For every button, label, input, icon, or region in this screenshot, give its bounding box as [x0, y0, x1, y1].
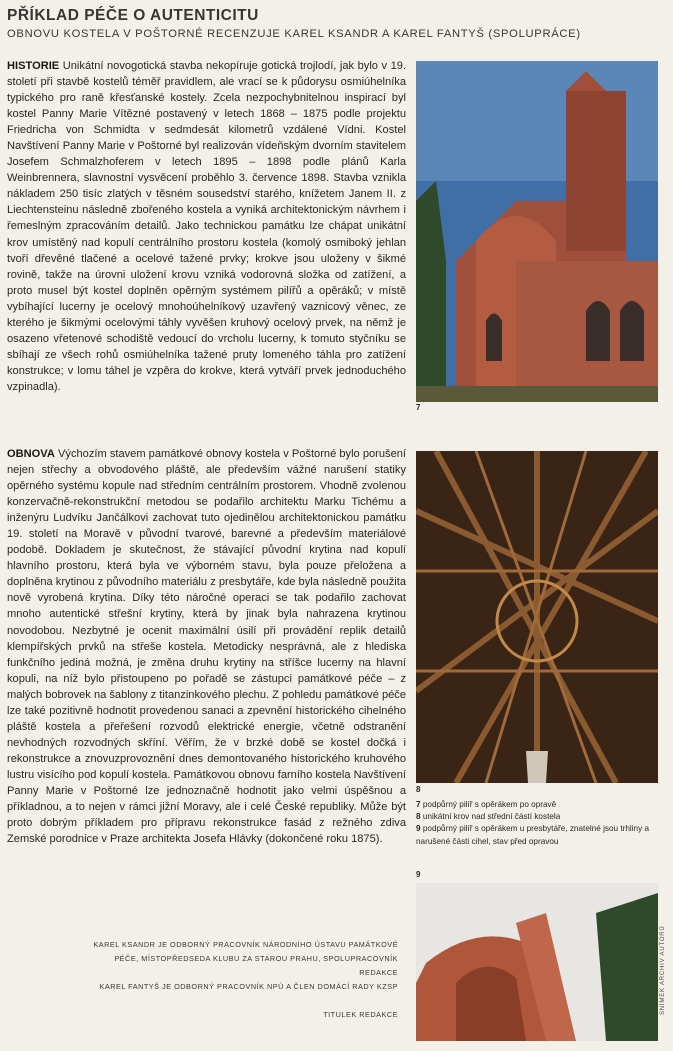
section-body: Unikátní novogotická stavba nekopíruje gotická trojlodí, jak bylo v 19. století při stavbě kostelů téměř pravidlem, ale vrací se k půdorysu osmiúhelníka typického pro raně křesťanské kostely. Zcela nezpochybnitelnou inspirací byl kostel Panny Marie Vítězné postavený v letech 1868 – 1875 podle projektu Friedricha von Schmidta v sedmdesát kilometrů vzdálené Vídni. Kostel Navštívení Panny Marie v Poštorné byl realizován vídeňským dvorním stavitelem Josefem Schmalzhoferem v letech 1895 – 1898 podle plánů Karla Weinbrennera, slavnostní vysvěcení proběhlo 3. července 1898. Stavba vznikla nákladem 250 tisíc zlatých v těsném sousedství starého, knížetem Janem II. z Liechtensteinu následně zbořeného kostela a vyniká architektonickým návrhem i řemeslným zpracováním detailů. Jako technickou památku lze chápat unikátní krov umístěný nad kopulí centrálního prostoru kostela (komolý osmiboký jehlan tvoří dřevěné tlačené a ocelové tažené prvky; krokve jsou uloženy v šikmé rovině, takže na úrovni uložení krovu vzniká vodorovná složka od zatížení, a proto musel být kostel doplněn opěrným systémem pilířů a opěráků; v místě vybíhající lucerny je ocelový mnohoúhelníkový uzavřený vaznicový věnec, ze kterého je šikmými ocelovými táhly vyvěšen kruhový ocelový prvek, na němž je osazeno vřetenové schodiště vedoucí do vrcholu lucerny, k tomuto styčníku se sbíhají ze všech rohů osmiúhelníka tažené pruty lomeného táhla pro zatížení konstrukce; v lomu táhel je vzpěra do krokve, která vytváří prvek jednoduchého vzpinadla). [7, 60, 406, 393]
caption-9: 9 podpůrný pilíř s opěrákem u presbytáře, znatelné jsou trhliny a narušené části cihel, stav před opravou [416, 824, 650, 846]
photo-credit: SNÍMEK ARCHIV AUTORŮ [660, 925, 666, 1015]
article-title: PŘÍKLAD PÉČE O AUTENTICITU [7, 7, 259, 24]
section-label: OBNOVA [7, 448, 55, 460]
author-credit-ksandr: KAREL KSANDR JE ODBORNÝ PRACOVNÍK NÁRODNÍHO ÚSTAVU PAMÁTKOVÉ PÉČE, MÍSTOPŘEDSEDA KLUBU ZA STAROU PRAHU, SPOLUPRACOVNÍK REDAKCE [93, 940, 398, 977]
photo-pillar-before [416, 883, 658, 1041]
section-obnova [7, 446, 406, 847]
figure-number-9: 9 [416, 870, 421, 879]
title-credit: TITULEK REDAKCE [323, 1010, 398, 1019]
figure-captions [416, 799, 658, 848]
caption-8: 8 unikátní krov nad střední částí kostela [416, 812, 561, 822]
section-historie [7, 58, 406, 395]
photo-church-exterior [416, 61, 658, 402]
photo-roof-truss [416, 451, 658, 783]
caption-7: 7 podpůrný pilíř s opěrákem po opravě [416, 800, 557, 809]
article-subtitle: OBNOVU KOSTELA V POŠTORNÉ RECENZUJE KAREL KSANDR A KAREL FANTYŠ (SPOLUPRÁCE) [7, 28, 581, 40]
author-credit-fantys: KAREL FANTYŠ JE ODBORNÝ PRACOVNÍK NPÚ A ČLEN DOMÁCÍ RADY KZSP [99, 982, 398, 991]
section-body: Výchozím stavem památkové obnovy kostela v Poštorné bylo porušení nejen střechy a obvodového pláště, ale především vážné narušení statiky opěrného systému kopule nad středním centrálním prostorem. Vhodně zvolenou konzervačně-rekonstrukční metodou se podařilo architektu Marku Tichému a inženýru Ludvíku Jančálkovi zachovat tuto ojedinělou architektonickou památku 19. století na Moravě v původní tvarové, barevné a především materiálové podobě. Dokladem je skutečnost, že stávající původní krytina nad kopulí hlavního prostoru, která byla ve výborném stavu, byla pouze přeložena a doplněna krytinou z původního materiálu z presbytáře, kde byla následně použita nově vyrobená krytina. Díky této náročné operaci se tak podařilo zachovat mnoho autentické střešní krytiny, která by jinak byla nahrazena krytinou novodobou. Nezbytné je ocenit maximální úsilí při provádění replik detailů klempířských prvků na střeše kostela. Metodicky nesprávná, ale z hlediska funkčního jediná možná, je změna druhu krytiny na stříšce lucerny na hlavní kopuli, na níž bylo přistoupeno po pořadě se zástupci památkové péče – z malých bobrovek na šablony z titanzinkového plechu. Z pohledu památkové péče lze také pozitivně hodnotit provedenou sanaci a zpevnění historického cihelného pláště kostela a přeřešení rozvodů elektrické energie, včetně odstranění nevhodných rozvodných skříní. Věřím, že v brzké době se kostel dočká i rekonstrukce a znovuzprovoznění dnes demontovaného historického kruhového lustru visícího pod kopulí kostela. Památkovou obnovu farního kostela Navštívení Panny Marie v Poštorné lze jednoznačně hodnotit jako velmi úspěšnou a příkladnou, a to nejen v rámci jižní Moravy, ale i celé České republiky. Může být proto dobrým příkladem pro přípravu rekonstrukce fasád z režného zdiva Zemské porodnice v Praze architekta Josefa Hlávky (dokončené roku 1875). [7, 448, 407, 846]
figure-number-8: 8 [416, 785, 421, 794]
figure-number-7: 7 [416, 403, 421, 412]
section-label: HISTORIE [7, 60, 60, 72]
